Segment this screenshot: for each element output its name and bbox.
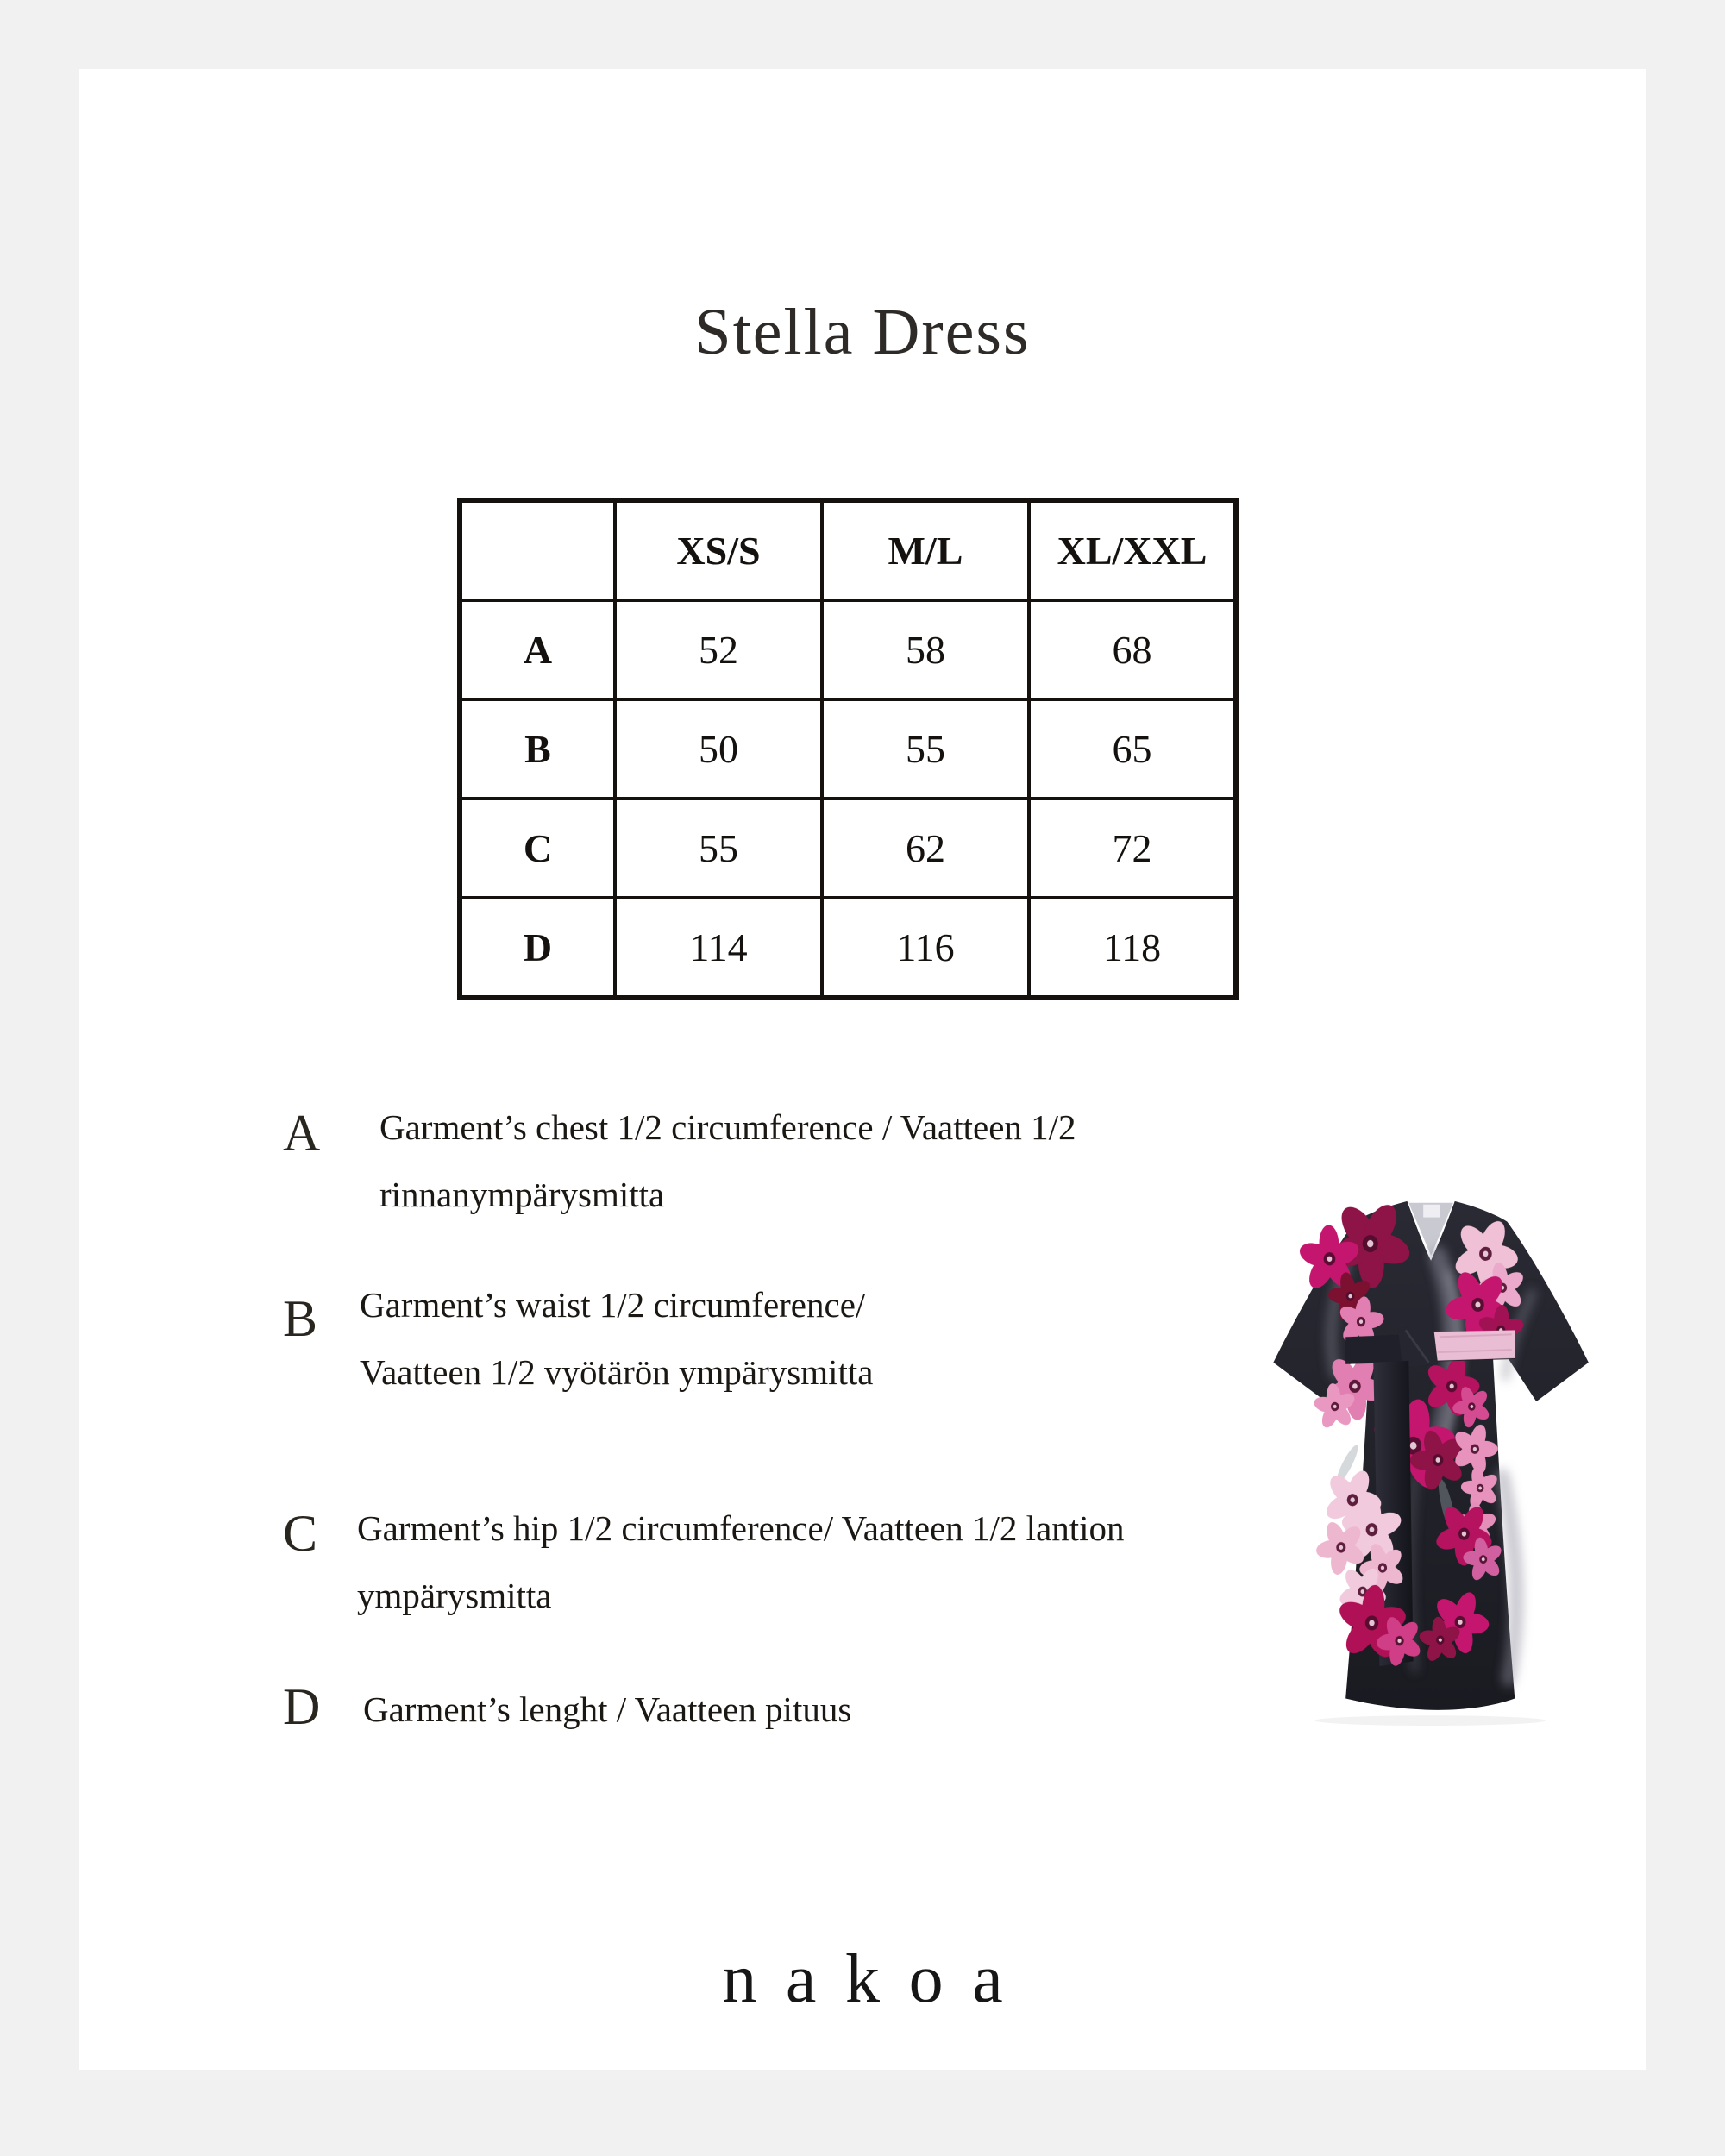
- legend-letter-b: B: [283, 1290, 318, 1347]
- measurement-letter-cell: D: [460, 898, 615, 998]
- size-chart-table: [457, 498, 1239, 1000]
- size-value-cell: 58: [822, 600, 1029, 699]
- measurement-letter-cell: C: [460, 799, 615, 898]
- dress-photo: [1255, 1193, 1609, 1727]
- table-row: [460, 699, 1236, 799]
- corner-cell: [460, 500, 615, 600]
- size-value-cell: 62: [822, 799, 1029, 898]
- legend-text-line2: Vaatteen 1/2 vyötärön ympärysmitta: [360, 1352, 874, 1392]
- size-column-header: M/L: [822, 500, 1029, 600]
- legend-text-line1: Garment’s waist 1/2 circumference/: [360, 1285, 866, 1325]
- legend-letter-a: A: [283, 1105, 321, 1162]
- legend-letter-d: D: [283, 1678, 321, 1735]
- size-value-cell: 50: [615, 699, 822, 799]
- measurement-letter-cell: A: [460, 600, 615, 699]
- document-sheet: [79, 69, 1646, 2070]
- legend-text-line1: Garment’s hip 1/2 circumference/ Vaatteen 1/2 lantion: [357, 1508, 1125, 1548]
- size-value-cell: 114: [615, 898, 822, 998]
- size-value-cell: 68: [1029, 600, 1236, 699]
- legend-text-line2: ympärysmitta: [357, 1576, 552, 1615]
- legend-item-c: [357, 1495, 1125, 1629]
- size-value-cell: 72: [1029, 799, 1236, 898]
- legend-item-b: [360, 1271, 873, 1406]
- size-column-header: XL/XXL: [1029, 500, 1236, 600]
- size-column-header: XS/S: [615, 500, 822, 600]
- floor-shadow: [1315, 1715, 1546, 1726]
- table-header-row: [460, 500, 1236, 600]
- legend-text-line1: Garment’s chest 1/2 circumference / Vaatteen 1/2: [380, 1107, 1076, 1147]
- legend-text-line1: Garment’s lenght / Vaatteen pituus: [363, 1689, 852, 1729]
- table-row: [460, 898, 1236, 998]
- measurement-letter-cell: B: [460, 699, 615, 799]
- table-row: [460, 799, 1236, 898]
- size-value-cell: 118: [1029, 898, 1236, 998]
- legend-item-d: [363, 1676, 851, 1743]
- legend-item-a: [380, 1094, 1076, 1228]
- legend-letter-c: C: [283, 1505, 318, 1562]
- size-value-cell: 52: [615, 600, 822, 699]
- brand-logo: nakoa: [722, 1941, 1032, 2017]
- neck-label: [1423, 1205, 1440, 1218]
- table-row: [460, 600, 1236, 699]
- size-value-cell: 116: [822, 898, 1029, 998]
- size-value-cell: 55: [615, 799, 822, 898]
- page-title: Stella Dress: [694, 295, 1031, 368]
- legend-text-line2: rinnanympärysmitta: [380, 1175, 665, 1214]
- size-value-cell: 65: [1029, 699, 1236, 799]
- size-value-cell: 55: [822, 699, 1029, 799]
